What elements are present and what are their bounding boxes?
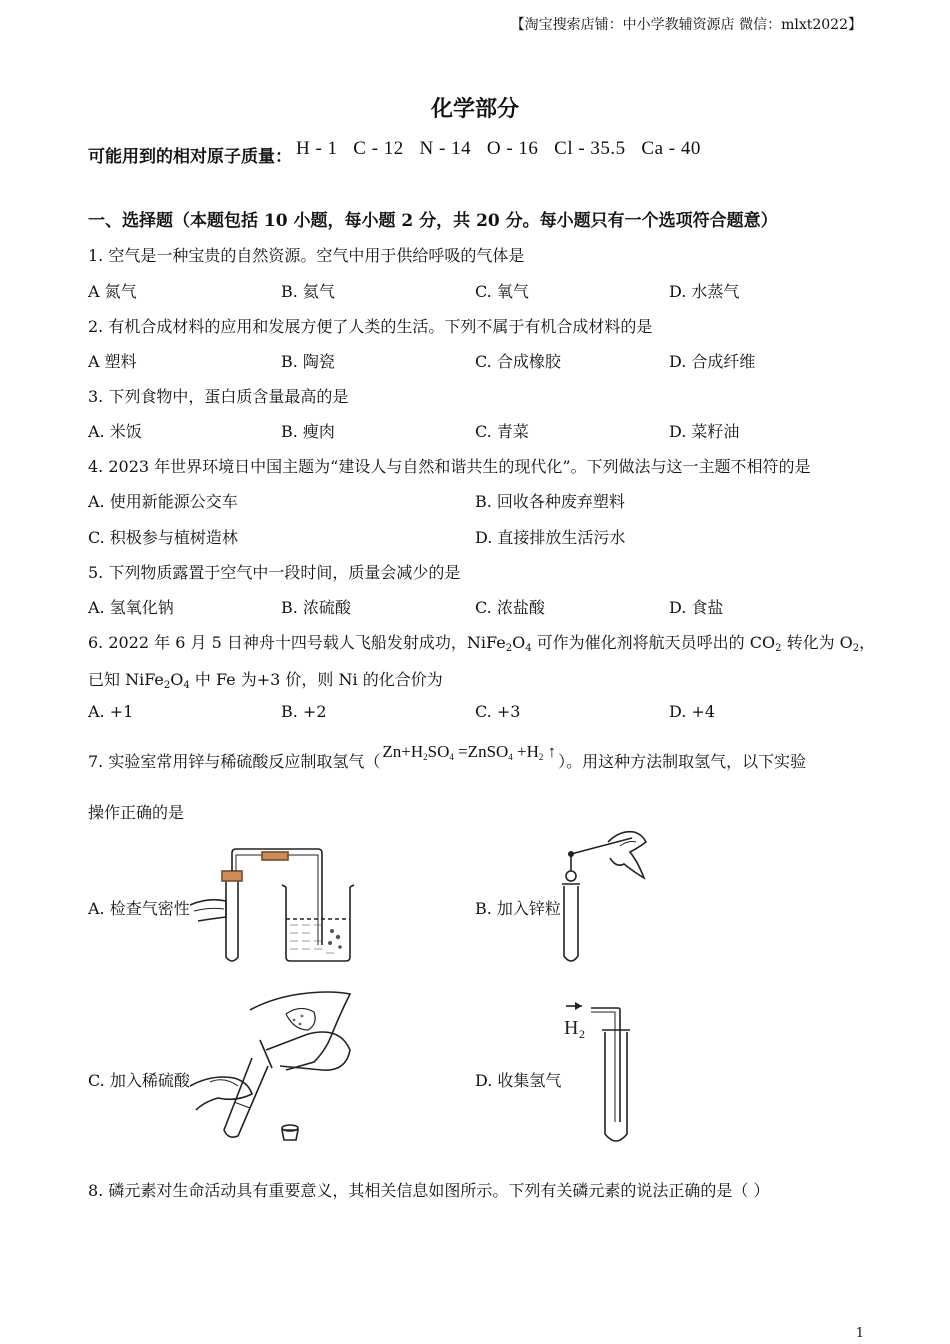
- question-6-stem-line2: [88, 667, 443, 691]
- question-1-option-d: D. 水蒸气: [669, 282, 740, 301]
- header-note: 【淘宝搜索店铺：中小学教辅资源店 微信：mlxt2022】: [510, 17, 862, 33]
- question-3-option-c: C. 青菜: [475, 422, 529, 441]
- question-3-option-a: A. 米饭: [88, 422, 142, 441]
- atomic-masses-label: 可能用到的相对原子质量：: [88, 147, 292, 167]
- eq-part: ↑: [543, 742, 557, 761]
- q6-sub: 4: [525, 643, 532, 654]
- q6-text: 已知 NiFe: [88, 670, 164, 689]
- question-1-option-b: B. 氦气: [281, 282, 335, 301]
- eq-part: SO: [427, 742, 450, 761]
- question-2-stem: 2. 有机合成材料的应用和发展方便了人类的生活。下列不属于有机合成材料的是: [88, 317, 653, 336]
- eq-sub: 2: [538, 752, 544, 762]
- section-title: 一、选择题（本题包括 10 小题，每小题 2 分，共 20 分。每小题只有一个选项符合题意）: [88, 211, 778, 231]
- question-4-option-a: A. 使用新能源公交车: [88, 492, 238, 511]
- q6-sub: 2: [163, 680, 171, 691]
- question-4-option-c: C. 积极参与植树造林: [88, 528, 238, 547]
- question-7-stem-line2: 操作正确的是: [88, 803, 185, 822]
- question-5-option-b: B. 浓硫酸: [281, 598, 351, 617]
- eq-part: +H: [512, 742, 539, 761]
- q6-text: ，: [859, 633, 876, 652]
- question-1-stem: 1. 空气是一种宝贵的自然资源。空气中用于供给呼吸的气体是: [88, 246, 525, 265]
- atomic-masses-values: H - 1 C - 12 N - 14 O - 16 Cl - 35.5 Ca - 40: [296, 138, 701, 159]
- q6-text: 转化为 O: [781, 633, 853, 652]
- question-5-stem: 5. 下列物质露置于空气中一段时间，质量会减少的是: [88, 563, 461, 582]
- question-6-stem: [88, 630, 875, 654]
- page-number: 1: [855, 1326, 864, 1341]
- eq-sub: 4: [449, 752, 454, 762]
- atomic-masses: [88, 138, 701, 168]
- question-7-option-d: D. 收集氢气: [475, 1071, 562, 1090]
- question-2-option-d: D. 合成纤维: [669, 352, 756, 371]
- q6-sub: 4: [183, 680, 190, 691]
- question-3-stem: 3. 下列食物中，蛋白质含量最高的是: [88, 387, 349, 406]
- add-acid-figure: [190, 990, 360, 1145]
- question-5-option-d: D. 食盐: [669, 598, 724, 617]
- collect-hydrogen-figure: [560, 998, 650, 1148]
- question-7-stem: [88, 742, 807, 772]
- q6-sub: 2: [505, 643, 513, 654]
- question-7-option-b: B. 加入锌粒: [475, 899, 561, 918]
- eq-part: Zn+H: [382, 742, 424, 761]
- h2-label-sub: 2: [579, 1027, 585, 1041]
- h2-label: H: [564, 1017, 579, 1039]
- question-2-option-c: C. 合成橡胶: [475, 352, 561, 371]
- q6-text: 6. 2022 年 6 月 5 日神舟十四号载人飞船发射成功，NiFe: [88, 633, 506, 652]
- eq-part: =ZnSO: [453, 742, 509, 761]
- q6-sub: 2: [852, 643, 860, 654]
- q7-text: ）。用这种方法制取氢气，以下实验: [558, 752, 807, 771]
- arrow-right-icon: [575, 1002, 582, 1010]
- question-7-option-a: A. 检查气密性: [88, 899, 190, 918]
- question-6-option-b: B. +2: [281, 702, 327, 721]
- question-1-option-c: C. 氧气: [475, 282, 529, 301]
- airtightness-check-figure: [190, 845, 360, 970]
- question-5-option-c: C. 浓盐酸: [475, 598, 545, 617]
- question-7-option-c: C. 加入稀硫酸: [88, 1071, 190, 1090]
- page-title: 化学部分: [430, 96, 519, 122]
- eq-sub: 2: [423, 752, 428, 762]
- question-2-option-a: A 塑料: [88, 352, 137, 371]
- question-4-stem: 4. 2023 年世界环境日中国主题为“建设人与自然和谐共生的现代化”。下列做法与这一主题不相符的是: [88, 457, 811, 476]
- question-3-option-d: D. 菜籽油: [669, 422, 740, 441]
- reaction-equation: [382, 742, 556, 761]
- question-6-option-d: D. +4: [669, 702, 716, 721]
- q6-text: O: [512, 633, 526, 652]
- question-1-option-a: A 氮气: [88, 282, 137, 301]
- q6-sub: 2: [775, 643, 782, 654]
- question-6-option-c: C. +3: [475, 702, 521, 721]
- question-3-option-b: B. 瘦肉: [281, 422, 335, 441]
- question-8-stem: 8. 磷元素对生命活动具有重要意义，其相关信息如图所示。下列有关磷元素的说法正确的是（ ）: [88, 1181, 770, 1200]
- question-5-option-a: A. 氢氧化钠: [88, 598, 174, 617]
- q7-text: 7. 实验室常用锌与稀硫酸反应制取氢气（: [88, 752, 381, 771]
- eq-sub: 4: [508, 752, 513, 762]
- question-4-option-b: B. 回收各种废弃塑料: [475, 492, 625, 511]
- add-zinc-figure: [560, 828, 660, 968]
- question-2-option-b: B. 陶瓷: [281, 352, 335, 371]
- question-6-option-a: A. +1: [88, 702, 134, 721]
- question-4-option-d: D. 直接排放生活污水: [475, 528, 626, 547]
- q6-text: 中 Fe 为+3 价，则 Ni 的化合价为: [189, 670, 443, 689]
- q6-text: O: [170, 670, 184, 689]
- q6-text: 可作为催化剂将航天员呼出的 CO: [531, 633, 776, 652]
